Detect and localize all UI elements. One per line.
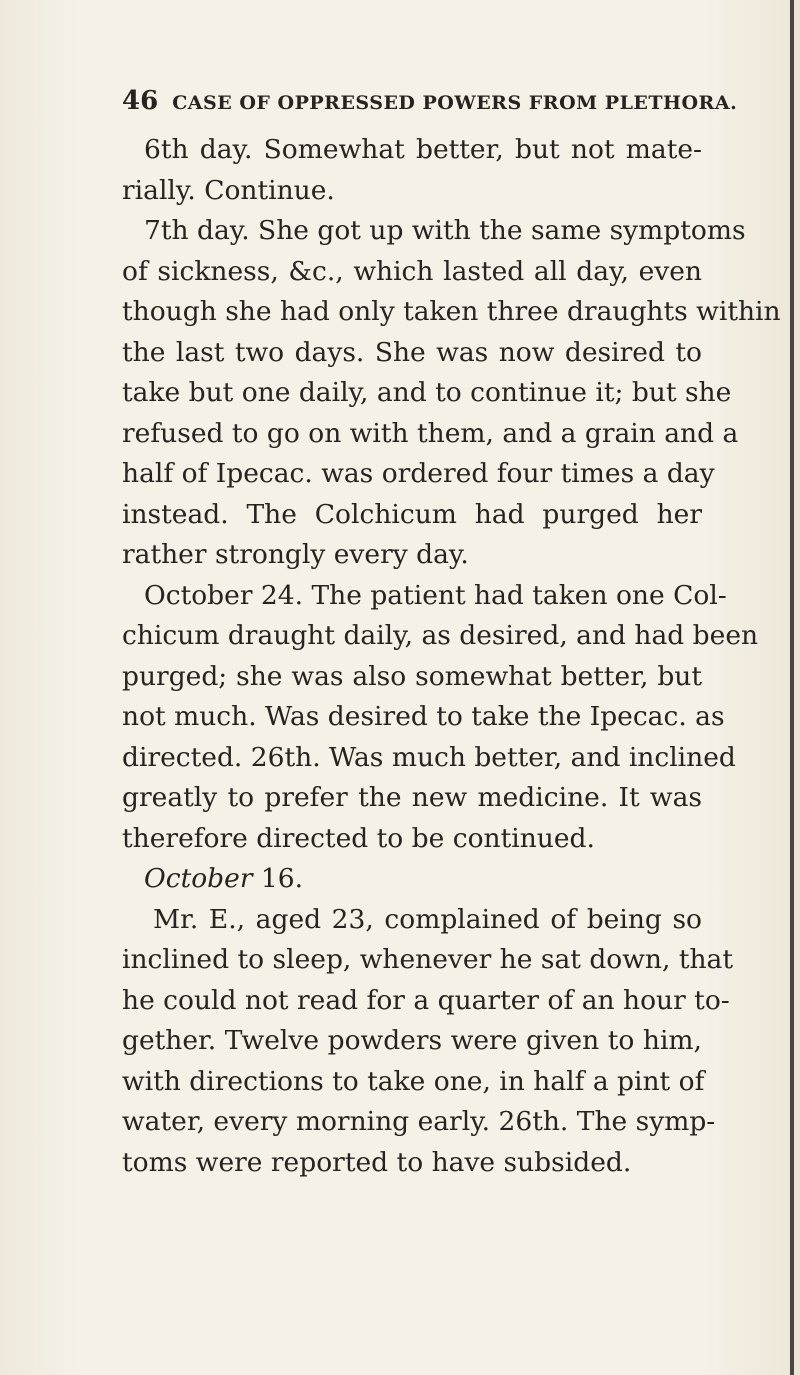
text-line: directed. 26th. Was much better, and inclined (122, 741, 736, 773)
text-line: chicum draught daily, as desired, and had been (122, 620, 759, 651)
text-line: Mr. E., aged 23, complained of being so (153, 903, 702, 935)
text-line: water, every morning early. 26th. The symp- (122, 1106, 716, 1137)
text-line: greatly to prefer the new medicine. It was (122, 782, 702, 813)
text-line: gether. Twelve powders were given to him, (122, 1025, 702, 1056)
text-line: of sickness, &c., which lasted all day, even (122, 255, 702, 287)
page-number: 46 (122, 86, 159, 116)
text-line: October 24. The patient had taken one Col- (144, 579, 727, 611)
page-header (122, 86, 738, 122)
text-line: take but one daily, and to continue it; but she (122, 377, 732, 408)
text-line: 6th day. Somewhat better, but not mate- (144, 134, 702, 165)
text-line: inclined to sleep, whenever he sat down, that (122, 944, 734, 975)
text-line: half of Ipecac. was ordered four times a day (122, 458, 715, 489)
page-text (122, 130, 781, 1183)
text-line: therefore directed to be continued. (122, 822, 595, 854)
text-line: refused to go on with them, and a grain and a (122, 417, 739, 449)
text-line: with directions to take one, in half a pint of (122, 1065, 705, 1097)
entry-day: 16. (260, 863, 304, 894)
text-line: the last two days. She was now desired to (122, 336, 702, 368)
text-line: not much. Was desired to take the Ipecac. as (122, 701, 725, 732)
dated-entry-heading (122, 859, 702, 900)
running-head: CASE OF OPPRESSED POWERS FROM PLETHORA. (172, 92, 738, 114)
text-line: purged; she was also somewhat better, but (122, 660, 702, 692)
text-line: toms were reported to have subsided. (122, 1146, 632, 1178)
text-line: though she had only taken three draughts within (122, 296, 781, 327)
text-line: rather strongly every day. (122, 539, 469, 570)
text-line: instead. The Colchicum had purged her (122, 498, 702, 530)
page-edge-shadow (790, 0, 794, 1375)
entry-month: October (144, 863, 253, 894)
text-line: rially. Continue. (122, 174, 335, 206)
text-line: he could not read for a quarter of an hour to- (122, 984, 730, 1016)
text-line: 7th day. She got up with the same symptoms (144, 215, 746, 246)
